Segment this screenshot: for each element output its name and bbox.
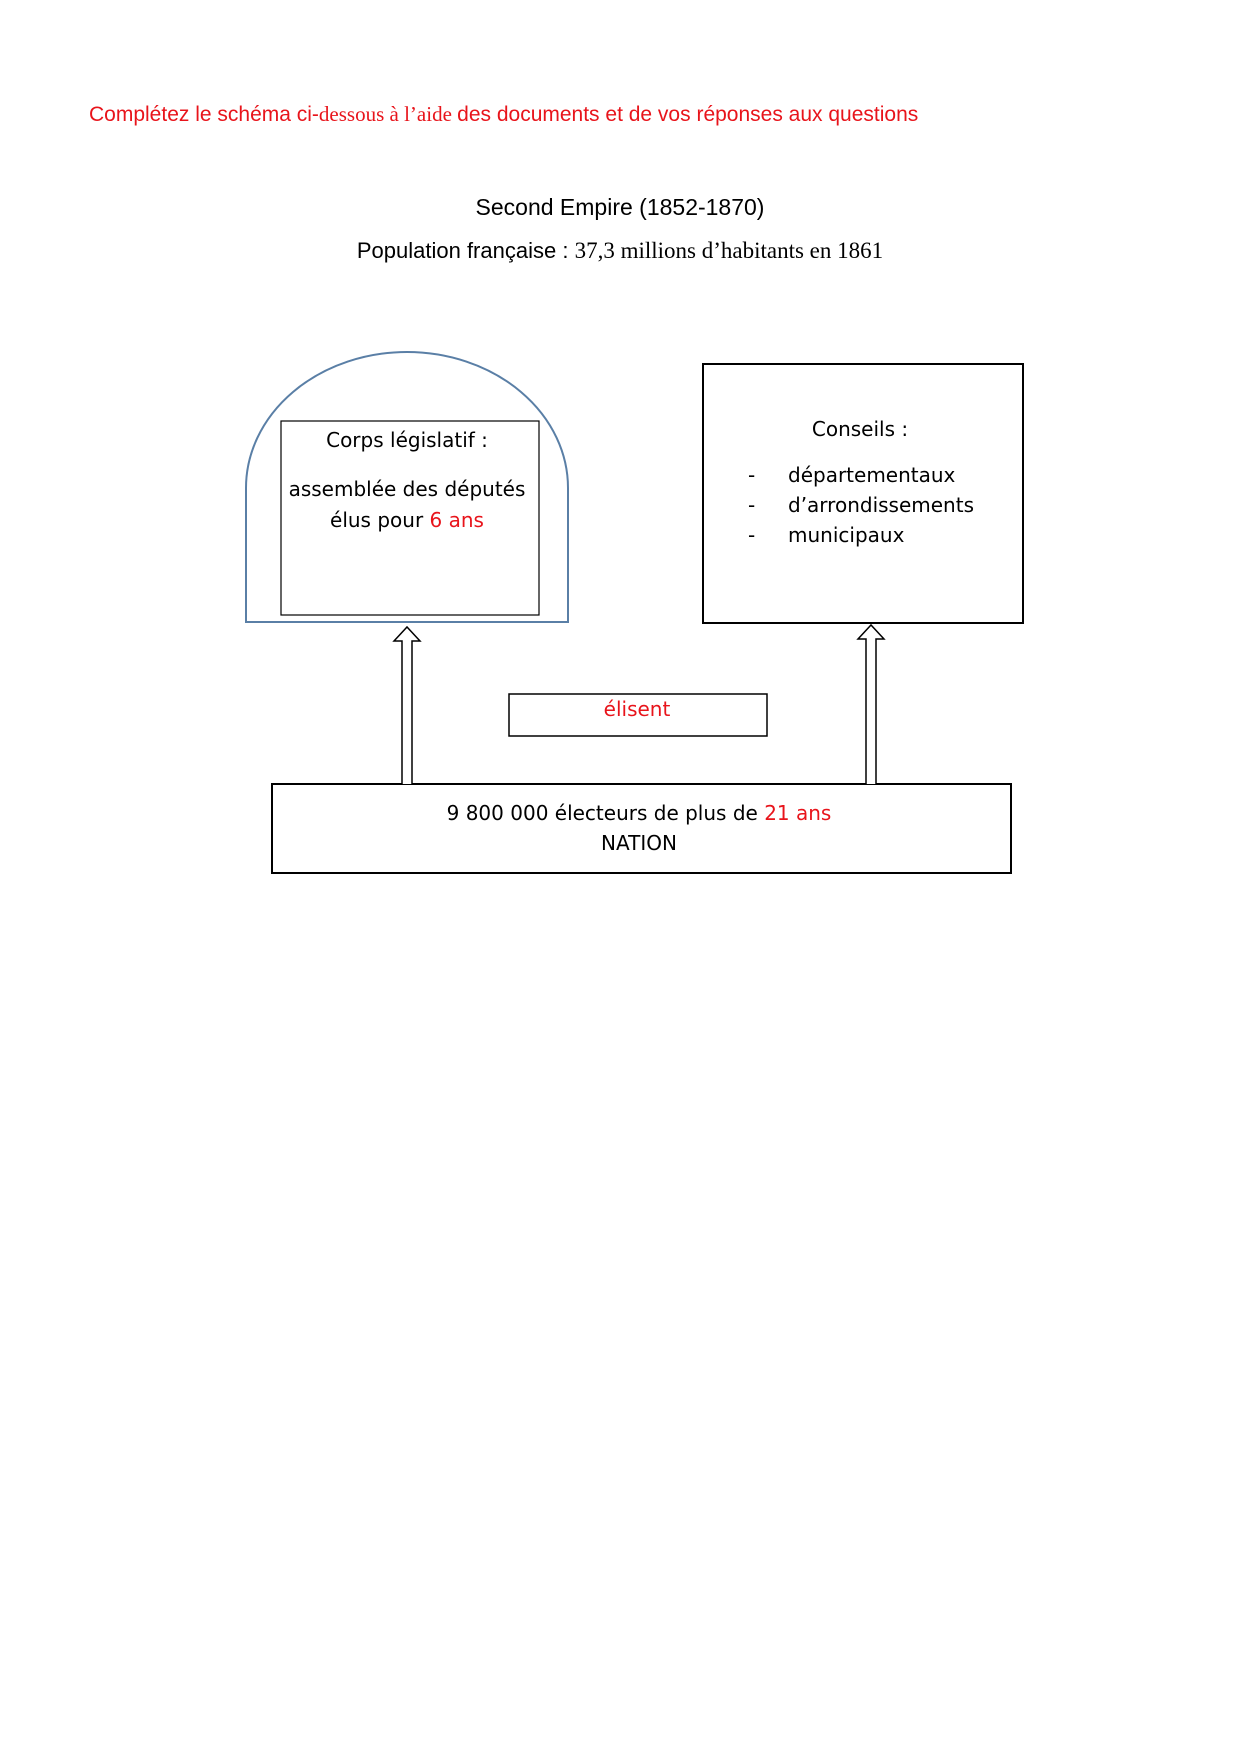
conseils-list (748, 460, 974, 550)
list-dash: - (748, 463, 756, 487)
conseils-item-label: municipaux (788, 523, 905, 547)
list-dash: - (748, 523, 756, 547)
conseils-title: Conseils : (811, 417, 909, 441)
arrow-right (858, 625, 884, 784)
arrow-left (394, 627, 420, 784)
instruction-part-2: dessous à l’aide (318, 102, 458, 126)
conseils-item (748, 520, 974, 550)
corps-legislatif-description (278, 474, 536, 536)
instruction-part-3: des documents et de vos réponses aux questions (457, 103, 919, 126)
nation-line-1 (272, 798, 1006, 828)
electors-prefix: 9 800 000 électeurs de plus de (446, 801, 765, 825)
mandate-duration-answer: 6 ans (429, 508, 484, 532)
corps-legislatif-line-1: assemblée des députés (288, 477, 526, 501)
elisent-label: élisent (603, 697, 671, 721)
conseils-item-label: départementaux (788, 463, 956, 487)
corps-legislatif-line-2-prefix: élus pour (330, 508, 430, 532)
corps-legislatif-line-2 (278, 505, 536, 536)
list-dash: - (748, 493, 756, 517)
population-label: Population française : (356, 238, 575, 263)
voting-age-answer: 21 ans (764, 801, 832, 825)
diagram-title: Second Empire (1852-1870) (475, 194, 765, 220)
conseils-item (748, 460, 974, 490)
corps-legislatif-title: Corps législatif : (326, 428, 488, 452)
nation-line-2: NATION (601, 831, 677, 855)
conseils-item (748, 490, 974, 520)
conseils-item-label: d’arrondissements (788, 493, 974, 517)
instruction-part-1: Complétez le schéma ci- (89, 103, 319, 126)
population-value: 37,3 millions d’habitants en 1861 (574, 238, 884, 263)
nation-text (272, 798, 1006, 858)
